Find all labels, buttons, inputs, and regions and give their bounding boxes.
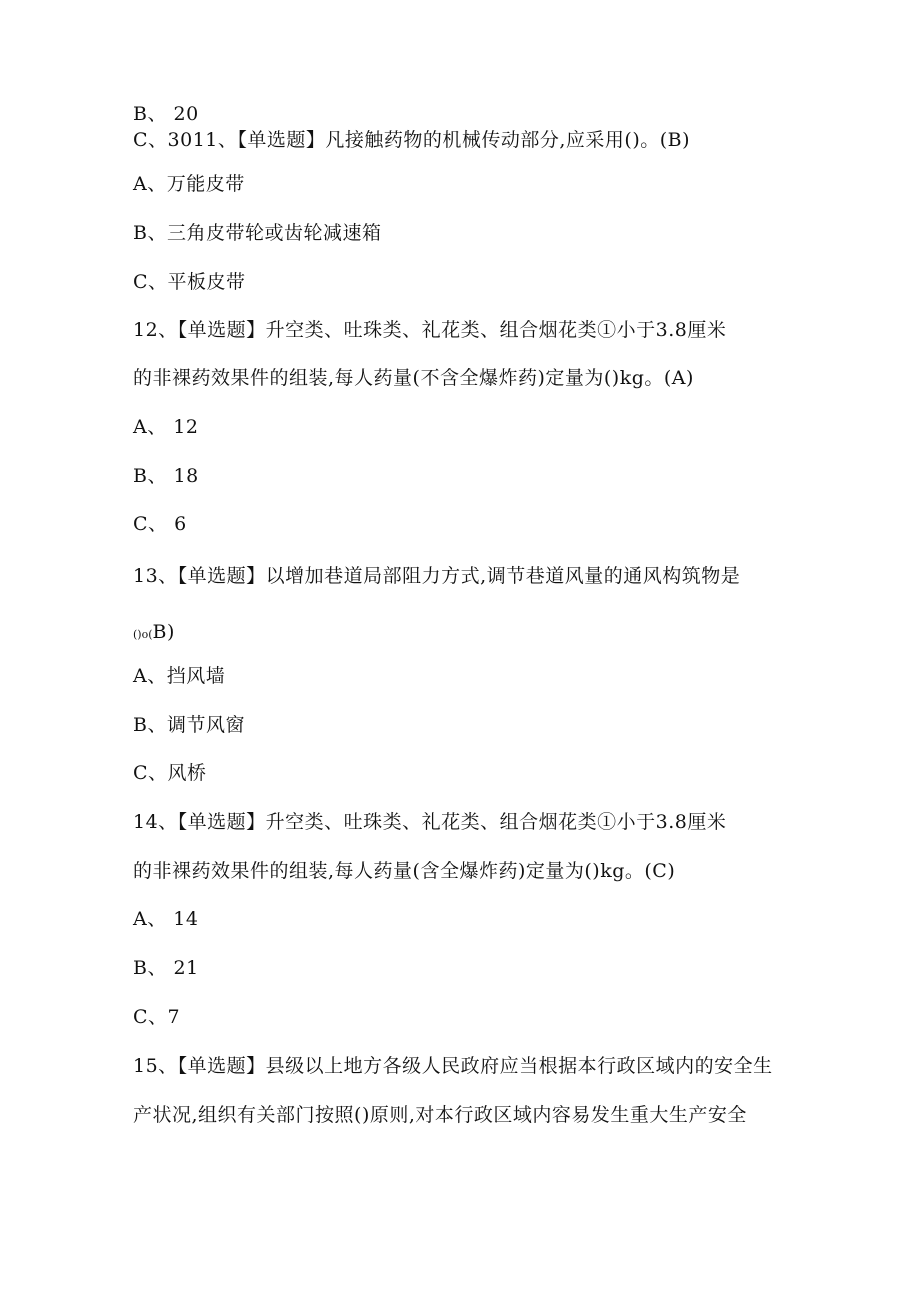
question-15-line2: 产状况,组织有关部门按照()原则,对本行政区域内容易发生重大生产安全	[133, 1104, 747, 1126]
q12-option-b: B、 18	[133, 465, 199, 487]
q12-option-c: C、 6	[133, 513, 187, 535]
q14-option-b: B、 21	[133, 957, 199, 979]
option-b-prev: B、 20	[133, 103, 199, 125]
q14-option-c: C、7	[133, 1006, 181, 1028]
question-15-line1: 15、【单选题】县级以上地方各级人民政府应当根据本行政区域内的安全生	[133, 1055, 773, 1077]
q11-option-b: B、三角皮带轮或齿轮减速箱	[133, 222, 382, 244]
q13-option-a: A、挡风墙	[133, 665, 226, 687]
q11-option-a: A、万能皮带	[133, 173, 245, 195]
q13-small-prefix: ()o(	[133, 628, 153, 641]
q13-answer: B)	[152, 621, 175, 643]
q13-option-b: B、调节风窗	[133, 714, 245, 736]
question-12-line2: 的非裸药效果件的组装,每人药量(不含全爆炸药)定量为()kg。(A)	[133, 367, 694, 389]
question-12-line1: 12、【单选题】升空类、吐珠类、礼花类、组合烟花类①小于3.8厘米	[133, 319, 727, 341]
question-13-line2	[133, 620, 175, 647]
q12-option-a: A、 12	[133, 416, 199, 438]
q13-option-c: C、风桥	[133, 762, 207, 784]
question-13-line1: 13、【单选题】以增加巷道局部阻力方式,调节巷道风量的通风构筑物是	[133, 565, 741, 587]
question-11-text: C、3011、【单选题】凡接触药物的机械传动部分,应采用()。(B)	[133, 129, 691, 151]
question-14-line1: 14、【单选题】升空类、吐珠类、礼花类、组合烟花类①小于3.8厘米	[133, 811, 727, 833]
q14-option-a: A、 14	[133, 908, 199, 930]
q11-option-c: C、平板皮带	[133, 271, 246, 293]
question-14-line2: 的非裸药效果件的组装,每人药量(含全爆炸药)定量为()kg。(C)	[133, 860, 676, 882]
